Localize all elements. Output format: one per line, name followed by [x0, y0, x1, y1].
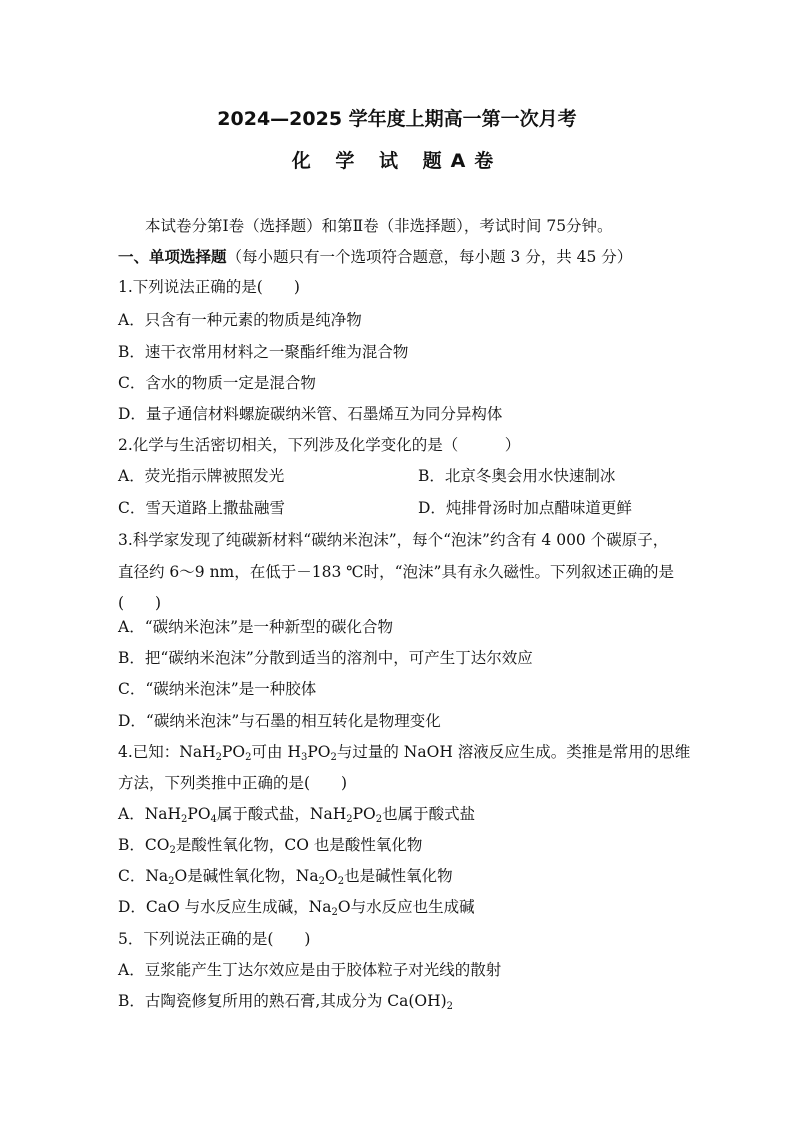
- q2-option-d: D．炖排骨汤时加点醋味道更鲜: [418, 499, 632, 517]
- q2-stem: 2.化学与生活密切相关，下列涉及化学变化的是（ ）: [118, 436, 521, 454]
- q3-stem-line3: ( ): [118, 594, 162, 612]
- q2-option-a: A．荧光指示牌被照发光: [118, 467, 285, 485]
- q3-option-a: A．“碳纳米泡沫”是一种新型的碳化合物: [118, 618, 394, 636]
- q2-option-c: C．雪天道路上撒盐融雪: [118, 499, 285, 517]
- section-note: （每小题只有一个选项符合题意，每小题 3 分，共 45 分）: [226, 248, 633, 266]
- q5-stem: 5．下列说法正确的是( ): [118, 930, 311, 948]
- q3-option-c: C．“碳纳米泡沫”是一种胶体: [118, 680, 317, 698]
- q2-option-b: B．北京冬奥会用水快速制冰: [418, 467, 616, 485]
- q3-stem-line2: 直径约 6～9 nm，在低于－183 ℃时，“泡沫”具有永久磁性。下列叙述正确的是: [118, 563, 674, 581]
- exam-subtitle: 化 学 试 题A卷: [291, 150, 503, 172]
- q4-stem-line1: 4.已知：$NaH_2PO_2$可由 $H_3PO_2$与过量的 NaOH 溶液反应生成。类推是常用的思维: [118, 743, 691, 763]
- q3-stem-line1: 3.科学家发现了纯碳新材料“碳纳米泡沫”，每个“泡沫”约含有 4 000 个碳原子，: [118, 531, 669, 549]
- q3-option-b: B．把“碳纳米泡沫”分散到适当的溶剂中，可产生丁达尔效应: [118, 649, 533, 667]
- exam-title: 2024—2025 学年度上期高一第一次月考: [217, 108, 577, 130]
- q1-option-d: D．量子通信材料螺旋碳纳米管、石墨烯互为同分异构体: [118, 405, 503, 423]
- q4-option-d: D．CaO 与水反应生成碱，$Na_2O$与水反应也生成碱: [118, 898, 475, 918]
- q1-option-b: B．速干衣常用材料之一聚酯纤维为混合物: [118, 343, 409, 361]
- q4-option-c: C．$Na_2O$是碱性氧化物，$Na_2O_2$也是碱性氧化物: [118, 867, 453, 887]
- q1-option-a: A．只含有一种元素的物质是纯净物: [118, 311, 362, 329]
- q1-stem: 1.下列说法正确的是( ): [118, 278, 300, 296]
- q4-option-b: B．$CO_2$是酸性氧化物，CO 也是酸性氧化物: [118, 836, 423, 856]
- exam-intro: 本试卷分第Ⅰ卷（选择题）和第Ⅱ卷（非选择题），考试时间 75分钟。: [145, 217, 613, 235]
- q5-option-b: B．古陶瓷修复所用的熟石膏,其成分为 $Ca(OH)_2$: [118, 992, 454, 1012]
- q3-option-d: D．“碳纳米泡沫”与石墨的相互转化是物理变化: [118, 712, 441, 730]
- section-heading: [118, 246, 632, 268]
- q1-option-c: C．含水的物质一定是混合物: [118, 374, 316, 392]
- section-title: 一、单项选择题: [118, 248, 227, 266]
- q5-option-a: A．豆浆能产生丁达尔效应是由于胶体粒子对光线的散射: [118, 961, 502, 979]
- q4-stem-line2: 方法，下列类推中正确的是( ): [118, 774, 348, 792]
- q4-option-a: A．$NaH_2PO_4$属于酸式盐，$NaH_2PO_2$也属于酸式盐: [118, 805, 476, 825]
